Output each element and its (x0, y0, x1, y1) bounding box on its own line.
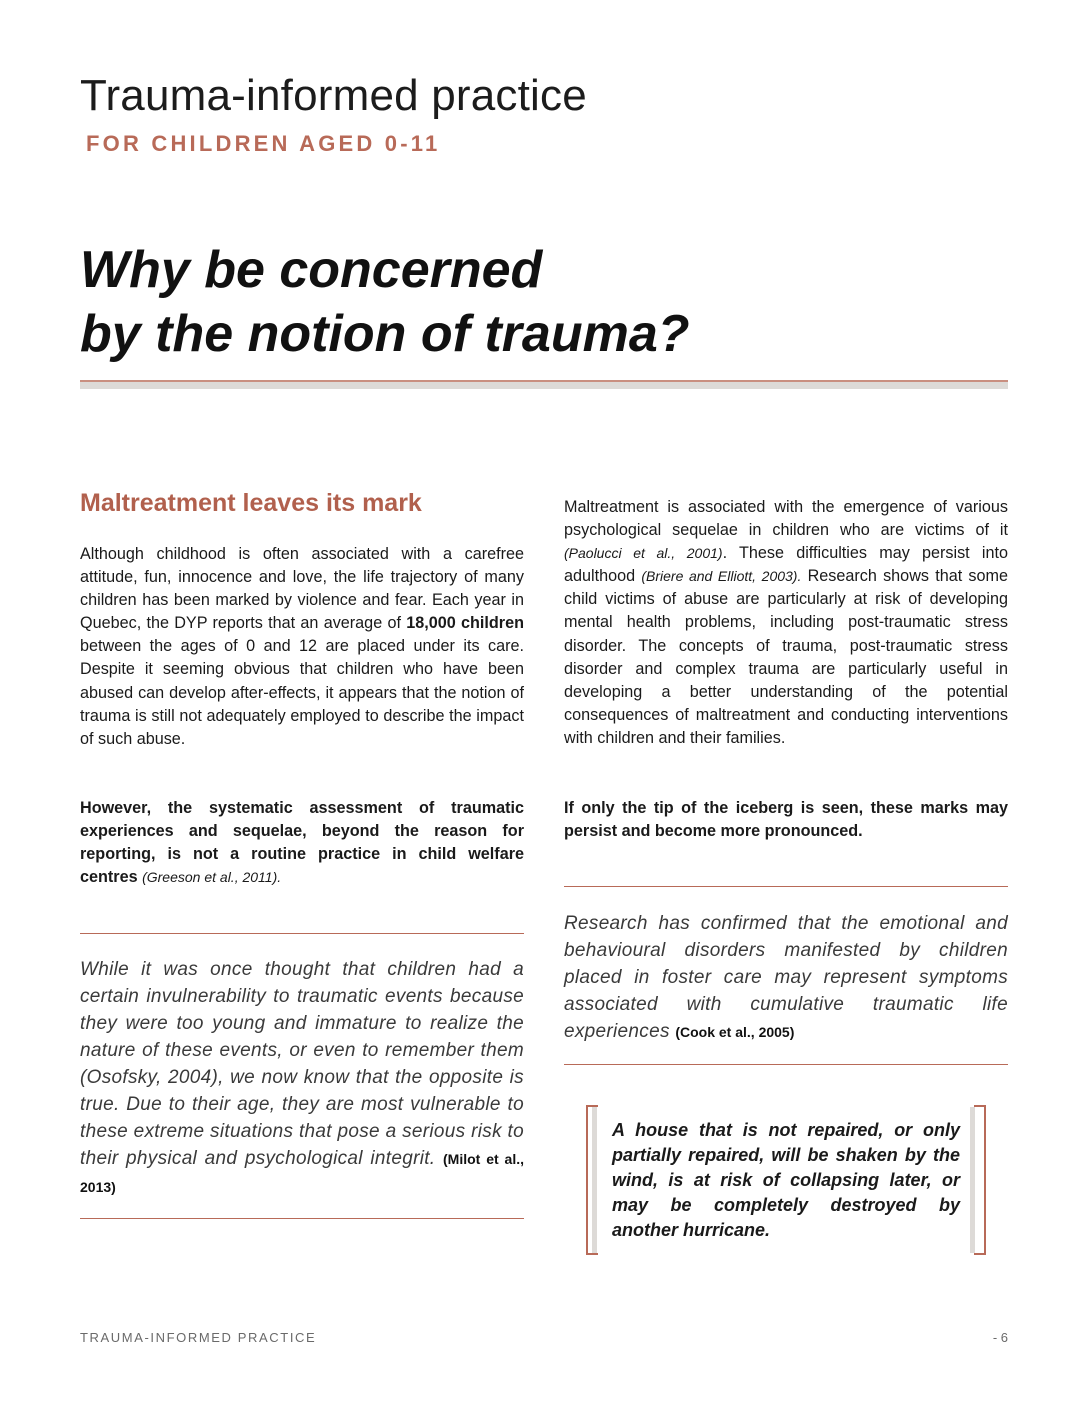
left-paragraph-2 (80, 797, 524, 889)
callout-bracket-right-shade (970, 1107, 975, 1253)
document-title: Trauma-informed practice (80, 71, 587, 120)
right-paragraph-1-citation-1: (Paolucci et al., 2001) (564, 545, 723, 562)
document-subtitle: FOR CHILDREN AGED 0-11 (86, 131, 441, 156)
right-paragraph-1 (564, 496, 1008, 750)
section-title: Maltreatment leaves its mark (80, 489, 422, 517)
callout-bracket-left-shade (592, 1107, 597, 1253)
right-pull-quote-source: (Cook et al., 2005) (675, 1024, 795, 1040)
page-heading (80, 238, 1020, 366)
left-pull-quote-source: (Milot et al., 2013) (80, 1151, 524, 1195)
left-pull-quote (80, 956, 524, 1201)
page-heading-line-2: by the notion of trauma? (80, 305, 690, 363)
left-quote-rule-top (80, 933, 524, 934)
right-quote-rule-bottom (564, 1064, 1008, 1065)
right-paragraph-1-text-c: Research shows that some child victims of abuse are particularly at risk of developing mental health problems, including post-traumatic stress disorder. The concepts of trauma, post-traumatic stress disorder and complex trauma are particularly useful in developing a better understanding of the potential consequences of maltreatment and conducting interventions with children and their families. (564, 567, 1008, 747)
heading-rule-shade (80, 382, 1008, 389)
left-quote-rule-bottom (80, 1218, 524, 1219)
right-paragraph-1-citation-2: (Briere and Elliott, 2003). (641, 568, 802, 585)
page-heading-line-1: Why be concerned (80, 241, 543, 299)
right-paragraph-1-text-b: . These difficulties may persist into adulthood (564, 544, 1009, 586)
left-pull-quote-text: While it was once thought that children had a certain invulnerability to traumatic events because they were too young and immature to realize the nature of these events, or even to remember them (Osofsky, 2004), we now know that the opposite is true. Due to their age, they are most vulnerable to these extreme situations that pose a serious risk to their physical and psychological integrit. (80, 959, 524, 1169)
page-number: - 6 (992, 1330, 1008, 1345)
left-paragraph-1-text-a: Although childhood is often associated with a carefree attitude, fun, innocence and love, the life trajectory of many children has been marked by violence and fear. Each year in Quebec, the DYP reports that an average of (80, 545, 524, 633)
right-paragraph-1-text-a: Maltreatment is associated with the emergence of various psychological sequelae in children who are victims of it (564, 498, 1008, 540)
left-paragraph-2-citation: (Greeson et al., 2011). (142, 869, 282, 886)
right-paragraph-2: If only the tip of the iceberg is seen, these marks may persist and become more pronounced. (564, 799, 1008, 841)
callout-bracket-right (974, 1105, 986, 1255)
left-paragraph-1-highlight: 18,000 children (406, 614, 524, 633)
left-paragraph-1 (80, 543, 524, 751)
right-pull-quote-text: Research has confirmed that the emotional and behavioural disorders manifested by children placed in foster care may represent symptoms associated with cumulative traumatic life experiences (564, 913, 1008, 1042)
footer-title: TRAUMA-INFORMED PRACTICE (80, 1330, 317, 1345)
right-pull-quote (564, 910, 1008, 1046)
left-paragraph-2-text: However, the systematic assessment of traumatic experiences and sequelae, beyond the reason for reporting, is not a routine practice in child welfare centres (80, 799, 524, 887)
right-quote-rule-top (564, 886, 1008, 887)
callout-text: A house that is not repaired, or only partially repaired, will be shaken by the wind, is at risk of collapsing later, or may be completely destroyed by another hurricane. (612, 1120, 960, 1240)
left-paragraph-1-text-b: between the ages of 0 and 12 are placed under its care. Despite it seeming obvious that children who have been abused can develop after-effects, it appears that the notion of trauma is still not adequately employed to describe the impact of such abuse. (80, 637, 524, 748)
